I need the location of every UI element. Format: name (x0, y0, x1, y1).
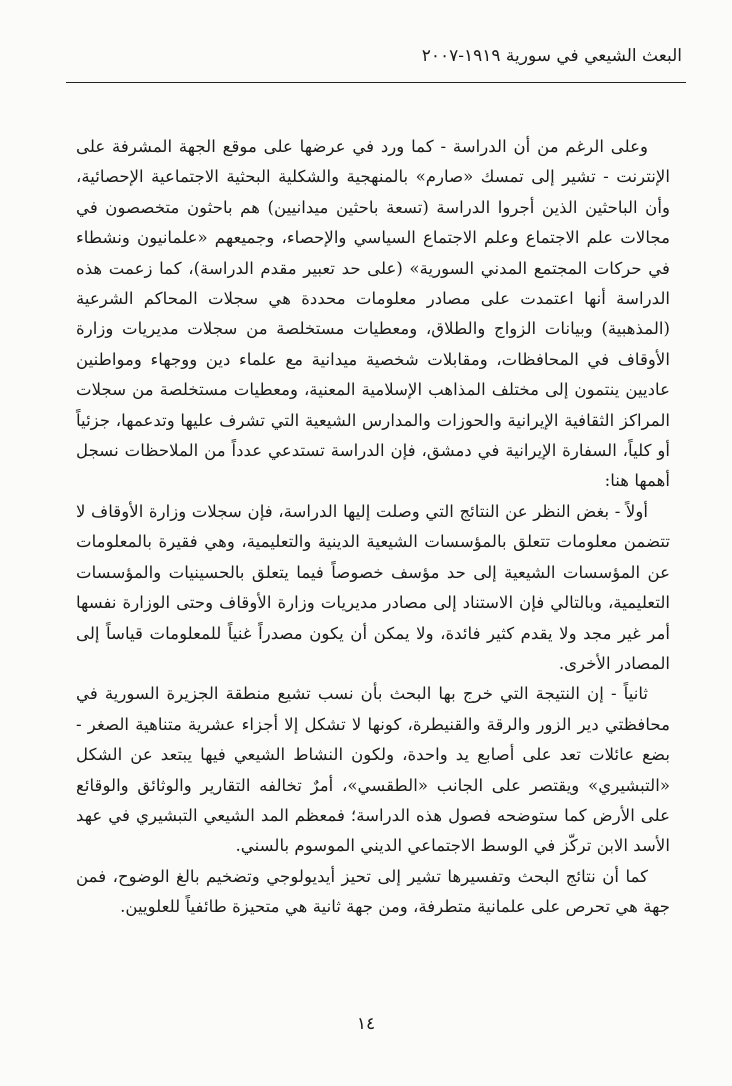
header-rule (66, 82, 686, 83)
paragraph: أولاً - بغض النظر عن النتائج التي وصلت إليها الدراسة، فإن سجلات وزارة الأوقاف لا تتضمن معلومات تتعلق بالمؤسسات الشيعية الدينية والتعليمية، وهي فقيرة بالمعلومات عن المؤسسات الشيعية إلى حد مؤسف خصوصاً فيما يتعلق بالحسينيات والمؤسسات التعليمية، وبالتالي فإن الاستناد إلى مصادر مديريات وزارة الأوقاف وحتى الوزارة نفسها أمر غير مجد ولا يقدم كثير فائدة، ولا يمكن أن يكون مصدراً غنياً للمعلومات قياساً إلى المصادر الأخرى. (76, 501, 670, 673)
paragraph: كما أن نتائج البحث وتفسيرها تشير إلى تحيز أيديولوجي وتضخيم بالغ الوضوح، فمن جهة هي تحرص على علمانية متطرفة، ومن جهة ثانية هي متحيزة طائفياً للعلويين. (76, 866, 670, 917)
running-header: البعث الشيعي في سورية ١٩١٩-٢٠٠٧ (421, 46, 682, 66)
paragraph: وعلى الرغم من أن الدراسة - كما ورد في عرضها على موقع الجهة المشرفة على الإنترنت - تشير إلى تمسك «صارم» بالمنهجية والشكلية البحثية الاجتماعية الإحصائية، وأن الباحثين الذين أجروا الدراسة (تسعة باحثين ميدانيين) هم باحثون متخصصون في مجالات علم الاجتماع وعلم الاجتماع السياسي والإحصاء، وجميعهم «علمانيون ونشطاء في حركات المجتمع المدني السورية» (على حد تعبير مقدم الدراسة)، كما زعمت هذه الدراسة أنها اعتمدت على مصادر معلومات محددة هي سجلات المحاكم الشرعية (المذهبية) وبيانات الزواج والطلاق، ومعطيات مستخلصة من سجلات مديريات وزارة الأوقاف في المحافظات، ومقابلات شخصية ميدانية مع علماء دين ووجهاء ومواطنين عاديين ينتمون إلى مختلف المذاهب الإسلامية المعنية، ومعطيات مستخلصة من سجلات المراكز الثقافية الإيرانية والحوزات والمدارس الشيعية التي تشرف عليها وتدعمها، جزئياً أو كلياً، السفارة الإيرانية في دمشق، فإن الدراسة تستدعي عدداً من الملاحظات نسجل أهمها هنا: (76, 137, 670, 491)
page-number: ١٤ (356, 1014, 376, 1034)
paragraph: ثانياً - إن النتيجة التي خرج بها البحث بأن نسب تشيع منطقة الجزيرة السورية في محافظتي دير الزور والرقة والقنيطرة، كونها لا تشكل إلا أجزاء عشرية متناهية الصغر - بضع عائلات تعد على أصابع يد واحدة، ولكون النشاط الشيعي فيها يبتعد عن الشكل «التبشيري» ويقتصر على الجانب «الطقسي»، أمرٌ تخالفه التقارير والوثائق والوقائع على الأرض كما ستوضحه فصول هذه الدراسة؛ فمعظم المد الشيعي التبشيري في عهد الأسد الابن تركّز في الوسط الاجتماعي الديني الموسوم بالسني. (76, 684, 670, 856)
body-text (76, 132, 670, 923)
